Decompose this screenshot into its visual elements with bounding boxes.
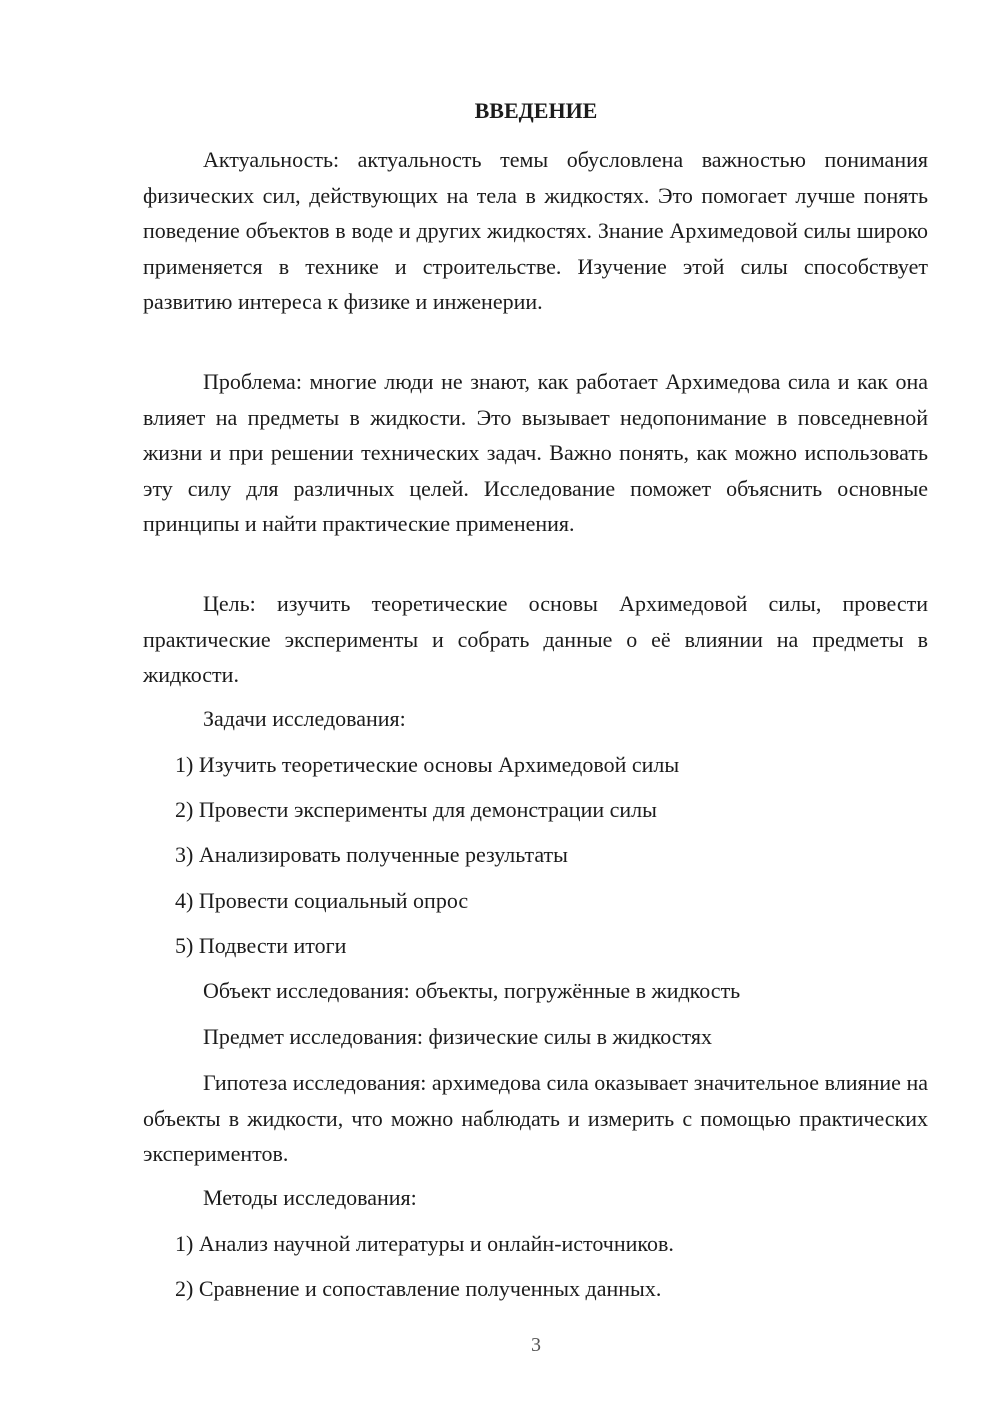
page-number: 3: [531, 1334, 541, 1356]
subject-line-block: [143, 1019, 928, 1055]
tasks-list-item: 2) Провести эксперименты для демонстрации силы: [175, 797, 657, 822]
methods-heading: Методы исследования:: [203, 1185, 417, 1210]
tasks-list-item-3-block: [143, 837, 928, 873]
hypothesis-paragraph-block: [143, 1065, 928, 1172]
tasks-heading-block: [143, 701, 928, 737]
tasks-list-item: 4) Провести социальный опрос: [175, 888, 469, 913]
methods-list-item-1-block: [143, 1226, 928, 1262]
problem-paragraph: Проблема: многие люди не знают, как работает Архимедова сила и как она влияет на предметы в жидкости. Это вызывает недопонимание в повседневной жизни и при решении технических задач. Важно понять, как можно использовать эту силу для различных целей. Исследование поможет объяснить основные принципы и найти практические применения.: [143, 369, 928, 536]
hypothesis-paragraph: Гипотеза исследования: архимедова сила оказывает значительное влияние на объекты в жидкости, что можно наблюдать и измерить с помощью практических экспериментов.: [143, 1070, 928, 1166]
research-subject: Предмет исследования: физические силы в жидкостях: [203, 1024, 712, 1049]
tasks-list-item: 1) Изучить теоретические основы Архимедовой силы: [175, 752, 680, 777]
tasks-list-item-4-block: [143, 883, 928, 919]
tasks-list-item-5-block: [143, 928, 928, 964]
relevance-paragraph-block: [143, 142, 928, 320]
tasks-list-item-2-block: [143, 792, 928, 828]
methods-list-item: 1) Анализ научной литературы и онлайн-источников.: [175, 1231, 674, 1256]
research-object: Объект исследования: объекты, погружённые в жидкость: [203, 978, 741, 1003]
tasks-list-item-1-block: [143, 747, 928, 783]
tasks-heading: Задачи исследования:: [203, 706, 406, 731]
goal-paragraph: Цель: изучить теоретические основы Архимедовой силы, провести практические эксперименты и собрать данные о её влиянии на предметы в жидкости.: [143, 591, 928, 687]
problem-paragraph-block: [143, 364, 928, 542]
methods-heading-block: [143, 1180, 928, 1216]
methods-list-item: 2) Сравнение и сопоставление полученных данных.: [175, 1276, 662, 1301]
object-line-block: [143, 973, 928, 1009]
tasks-list-item: 5) Подвести итоги: [175, 933, 347, 958]
methods-list-item-2-block: [143, 1271, 928, 1307]
section-title: ВВЕДЕНИЕ: [474, 98, 598, 123]
tasks-list-item: 3) Анализировать полученные результаты: [175, 842, 568, 867]
goal-paragraph-block: [143, 586, 928, 693]
relevance-paragraph: Актуальность: актуальность темы обусловлена важностью понимания физических сил, действующих на тела в жидкостях. Это помогает лучше понять поведение объектов в воде и других жидкостях. Знание Архимедовой силы широко применяется в технике и строительстве. Изучение этой силы способствует развитию интереса к физике и инженерии.: [143, 147, 928, 314]
